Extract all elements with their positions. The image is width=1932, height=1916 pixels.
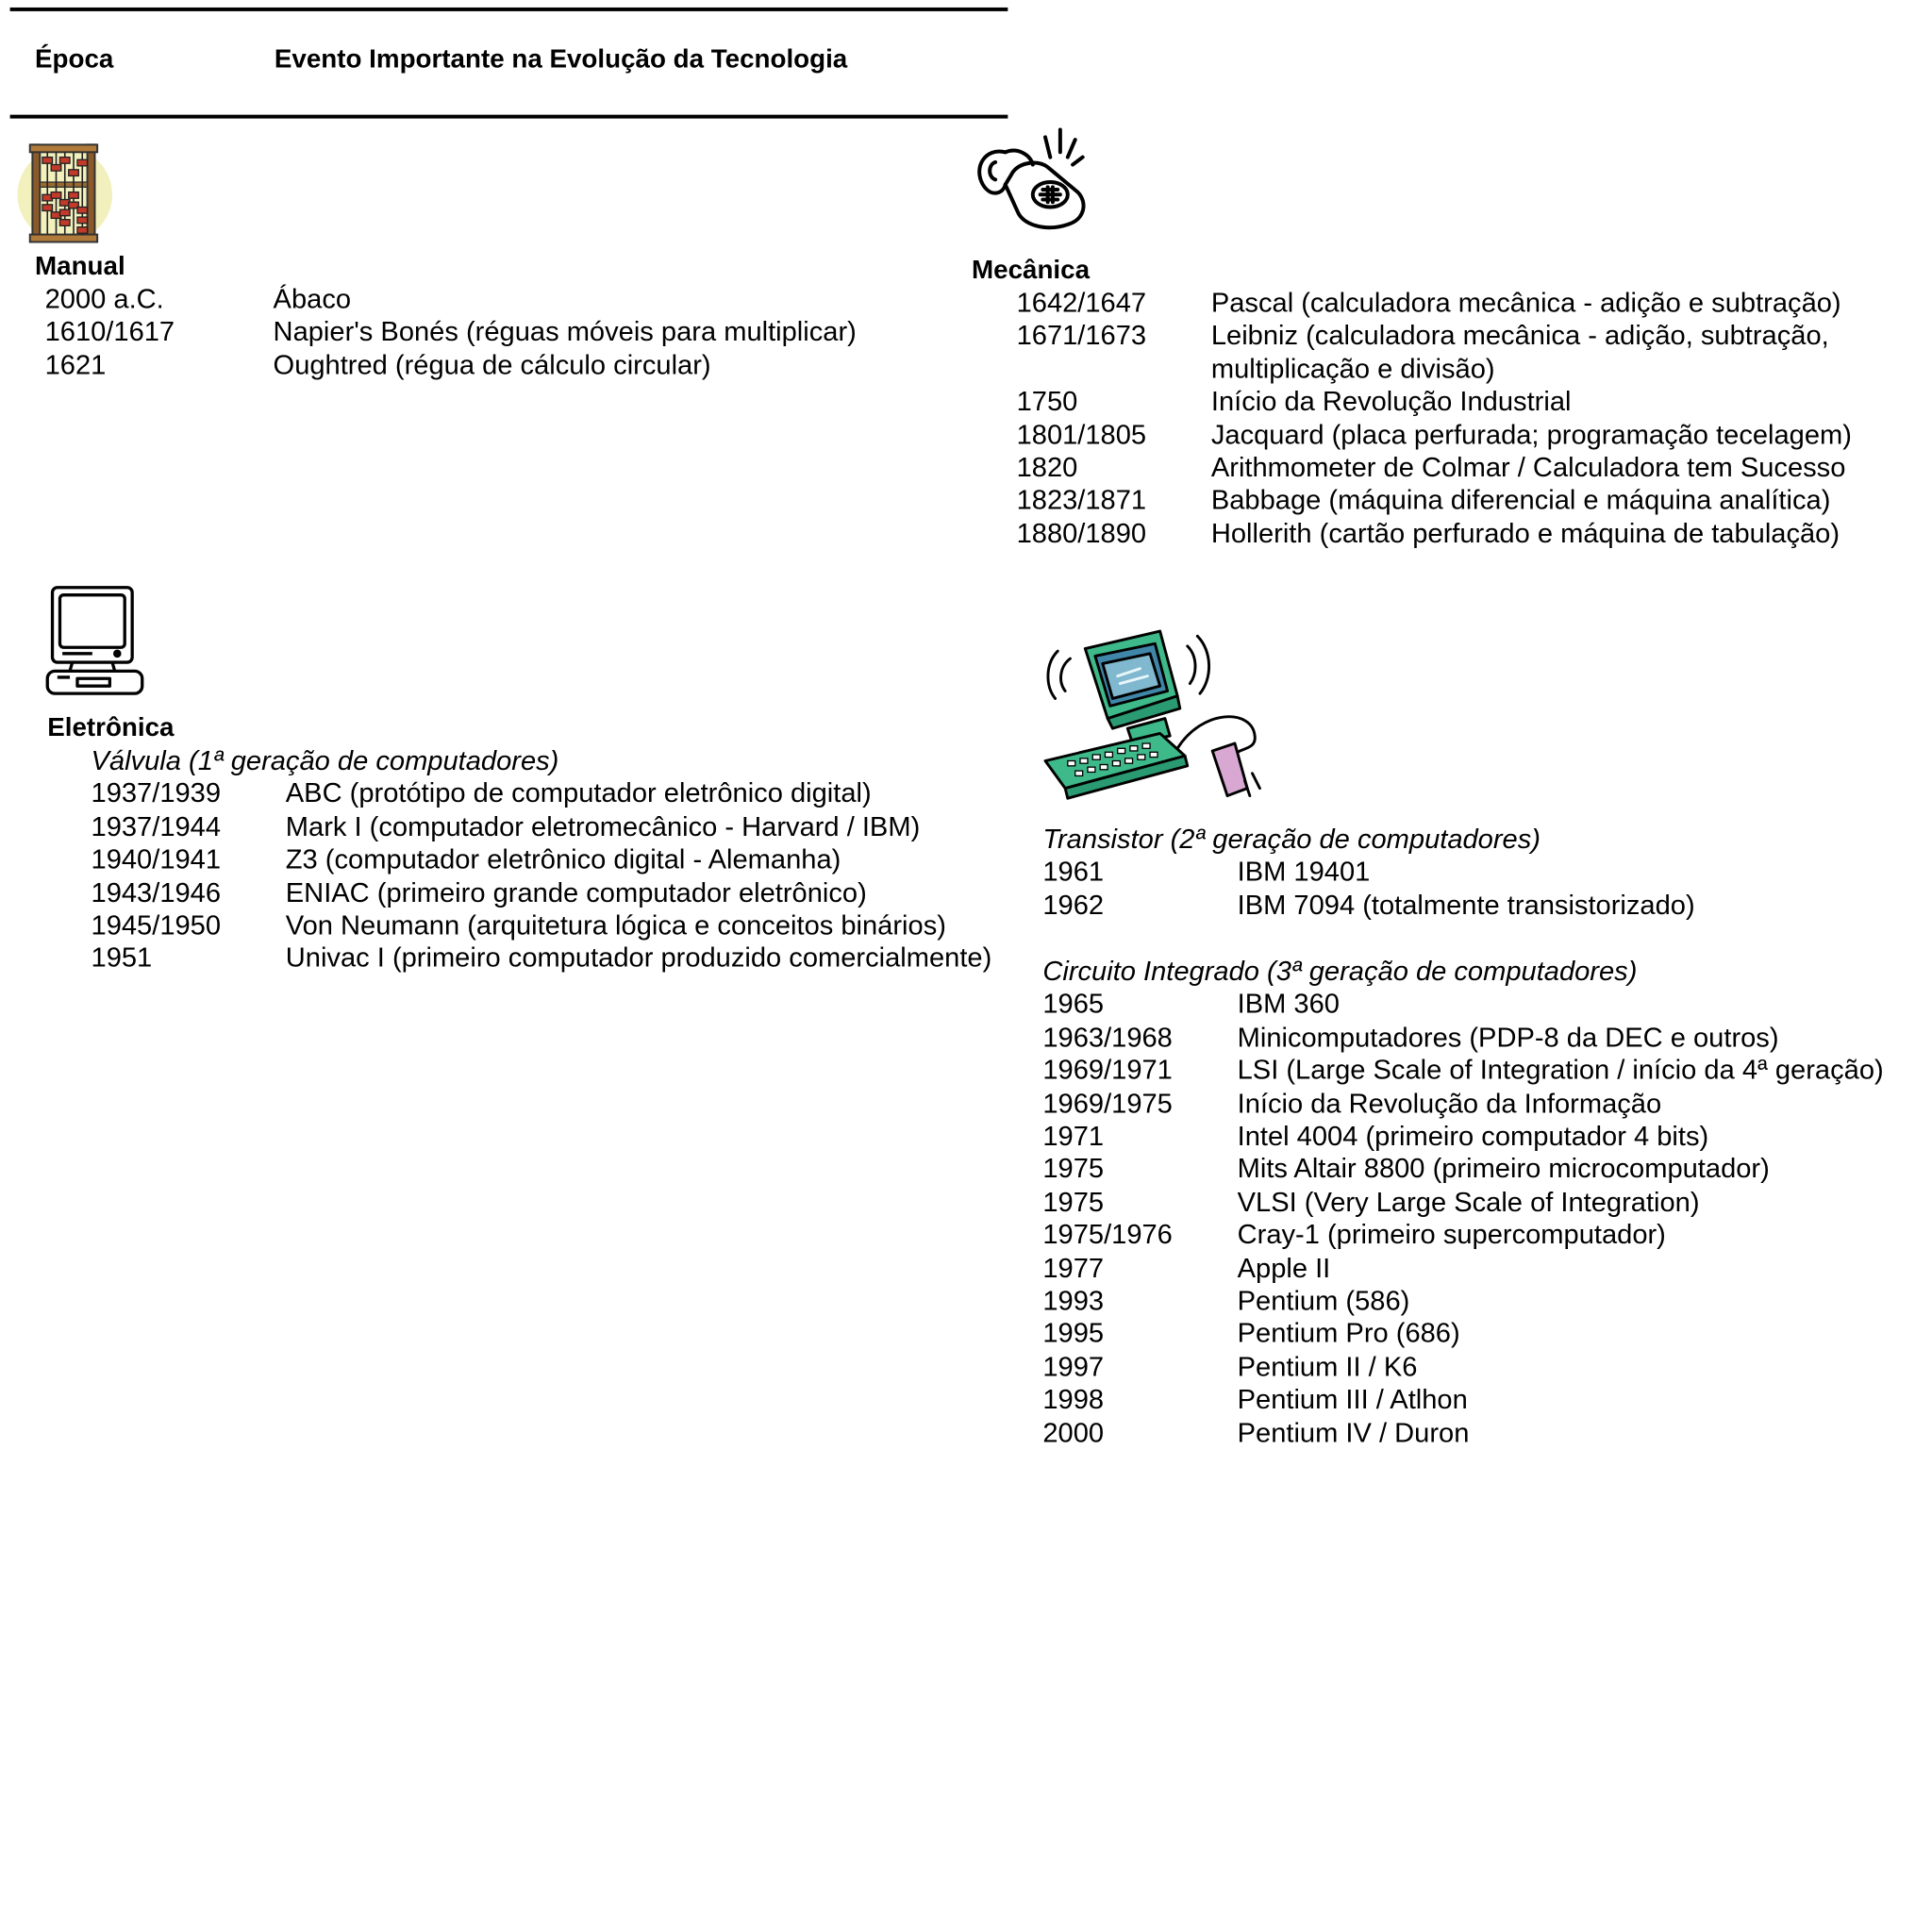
timeline-row — [47, 777, 1008, 810]
row-event: ENIAC (primeiro grande computador eletrônico) — [285, 876, 867, 908]
row-year: 1969/1975 — [1042, 1087, 1173, 1119]
telephone-icon — [968, 125, 1092, 240]
timeline-row — [47, 942, 1008, 975]
timeline-row — [972, 386, 1901, 419]
timeline-row — [972, 485, 1901, 518]
row-year: 1995 — [1042, 1317, 1105, 1349]
row-year: 1823/1871 — [1016, 484, 1147, 516]
computer-icon — [45, 584, 147, 699]
row-event: LSI (Large Scale of Integration / início da 4ª geração) — [1237, 1054, 1884, 1086]
row-year: 1993 — [1042, 1284, 1105, 1317]
transistor-subtitle: Transistor (2ª geração de computadores) — [1042, 823, 1541, 855]
row-year: 1940/1941 — [91, 843, 222, 875]
timeline-row — [47, 876, 1008, 909]
row-year: 1961 — [1042, 856, 1105, 888]
row-event: Apple II — [1237, 1252, 1331, 1284]
eletronica-rows — [47, 777, 1008, 975]
timeline-row — [1042, 1153, 1916, 1186]
row-year: 1610/1617 — [44, 316, 175, 348]
header-evento: Evento Importante na Evolução da Tecnologia — [274, 44, 848, 75]
row-event: Início da Revolução da Informação — [1237, 1087, 1662, 1119]
header-rule — [10, 115, 1008, 119]
timeline-row — [1042, 1022, 1916, 1055]
row-year: 1969/1971 — [1042, 1054, 1173, 1086]
row-event: Napier's Bonés (réguas móveis para multiplicar) — [273, 316, 857, 348]
row-year: 1997 — [1042, 1350, 1105, 1382]
row-event: Hollerith (cartão perfurado e máquina de tabulação) — [1210, 517, 1840, 549]
row-year: 1801/1805 — [1016, 418, 1147, 450]
row-year: 1951 — [91, 941, 153, 974]
row-event: Pentium (586) — [1237, 1284, 1410, 1317]
timeline-row — [972, 452, 1901, 485]
row-event: Mark I (computador eletromecânico - Harvard / IBM) — [285, 810, 921, 842]
row-event: Intel 4004 (primeiro computador 4 bits) — [1237, 1120, 1709, 1152]
row-year: 1965 — [1042, 988, 1105, 1020]
top-rule — [10, 8, 1008, 11]
manual-rows — [35, 283, 958, 382]
timeline-row — [1042, 857, 1916, 890]
timeline-row — [1042, 889, 1916, 922]
row-event: Univac I (primeiro computador produzido comercialmente) — [285, 941, 992, 974]
row-event: Pentium IV / Duron — [1237, 1416, 1470, 1448]
timeline-row — [972, 287, 1901, 320]
timeline-row — [972, 320, 1901, 386]
row-event: IBM 7094 (totalmente transistorizado) — [1237, 889, 1695, 921]
green-computer-icon — [1041, 621, 1268, 806]
mecanica-rows — [972, 287, 1901, 550]
timeline-row — [1042, 989, 1916, 1022]
mecanica-section — [972, 255, 1901, 551]
timeline-row — [47, 843, 1008, 876]
row-year: 1671/1673 — [1016, 320, 1147, 352]
row-year: 1937/1944 — [91, 810, 222, 842]
row-event: Von Neumann (arquitetura lógica e conceitos binários) — [285, 908, 946, 941]
timeline-row — [1042, 1186, 1916, 1219]
header-epoca: Época — [35, 44, 114, 75]
timeline-row — [1042, 1252, 1916, 1285]
row-event: Leibniz (calculadora mecânica - adição, subtração, multiplicação e divisão) — [1210, 320, 1829, 384]
timeline-row — [1042, 1055, 1916, 1088]
circuito-subtitle: Circuito Integrado (3ª geração de computadores) — [1042, 955, 1638, 987]
timeline-row — [35, 349, 958, 382]
timeline-row — [47, 810, 1008, 843]
timeline-row — [972, 518, 1901, 551]
row-year: 1750 — [1016, 385, 1078, 417]
row-year: 1945/1950 — [91, 908, 222, 941]
manual-title: Manual — [35, 252, 125, 281]
abacus-icon — [15, 135, 115, 244]
transistor-section — [1042, 824, 1916, 923]
timeline-row — [35, 283, 958, 316]
row-year: 1943/1946 — [91, 876, 222, 908]
row-event: Cray-1 (primeiro supercomputador) — [1237, 1219, 1666, 1251]
row-event: ABC (protótipo de computador eletrônico digital) — [285, 777, 872, 809]
row-year: 1962 — [1042, 889, 1105, 921]
timeline-row — [972, 419, 1901, 452]
row-year: 1642/1647 — [1016, 287, 1147, 319]
row-event: VLSI (Very Large Scale of Integration) — [1237, 1186, 1700, 1218]
row-event: Pentium III / Atlhon — [1237, 1383, 1468, 1415]
valvula-subtitle: Válvula (1ª geração de computadores) — [91, 744, 559, 776]
timeline-row — [1042, 1285, 1916, 1318]
timeline-row — [1042, 1087, 1916, 1120]
row-event: IBM 19401 — [1237, 856, 1371, 888]
row-event: Oughtred (régua de cálculo circular) — [273, 348, 711, 381]
row-event: Início da Revolução Industrial — [1210, 385, 1572, 417]
manual-section — [35, 251, 958, 382]
row-year: 1977 — [1042, 1252, 1105, 1284]
timeline-row — [1042, 1318, 1916, 1351]
circuito-rows — [1042, 989, 1916, 1450]
row-event: Mits Altair 8800 (primeiro microcomputador) — [1237, 1153, 1770, 1185]
row-year: 1975 — [1042, 1186, 1105, 1218]
row-event: Pentium II / K6 — [1237, 1350, 1418, 1382]
timeline-row — [35, 316, 958, 349]
timeline-row — [1042, 1219, 1916, 1252]
eletronica-section — [47, 712, 1008, 975]
timeline-row — [47, 909, 1008, 942]
circuito-section — [1042, 956, 1916, 1450]
row-year: 1971 — [1042, 1120, 1105, 1152]
timeline-row — [1042, 1417, 1916, 1450]
row-year: 1998 — [1042, 1383, 1105, 1415]
row-event: Arithmometer de Colmar / Calculadora tem Sucesso — [1210, 451, 1846, 483]
row-event: Pentium Pro (686) — [1237, 1317, 1460, 1349]
row-year: 2000 a.C. — [44, 283, 164, 315]
row-event: Jacquard (placa perfurada; programação tecelagem) — [1210, 418, 1852, 450]
timeline-row — [1042, 1120, 1916, 1153]
timeline-row — [1042, 1384, 1916, 1417]
row-year: 1820 — [1016, 451, 1078, 483]
row-year: 1621 — [44, 348, 107, 381]
row-year: 1975/1976 — [1042, 1219, 1173, 1251]
timeline-row — [1042, 1351, 1916, 1384]
row-year: 1880/1890 — [1016, 517, 1147, 549]
transistor-rows — [1042, 857, 1916, 923]
row-event: Minicomputadores (PDP-8 da DEC e outros) — [1237, 1021, 1779, 1053]
row-event: Ábaco — [273, 283, 352, 315]
row-year: 1937/1939 — [91, 777, 222, 809]
row-year: 1975 — [1042, 1153, 1105, 1185]
row-event: Pascal (calculadora mecânica - adição e subtração) — [1210, 287, 1841, 319]
mecanica-title: Mecânica — [971, 256, 1091, 285]
row-event: IBM 360 — [1237, 988, 1340, 1020]
eletronica-title: Eletrônica — [47, 713, 175, 742]
row-year: 2000 — [1042, 1416, 1105, 1448]
row-year: 1963/1968 — [1042, 1021, 1173, 1053]
row-event: Babbage (máquina diferencial e máquina analítica) — [1210, 484, 1831, 516]
row-event: Z3 (computador eletrônico digital - Alemanha) — [285, 843, 841, 875]
